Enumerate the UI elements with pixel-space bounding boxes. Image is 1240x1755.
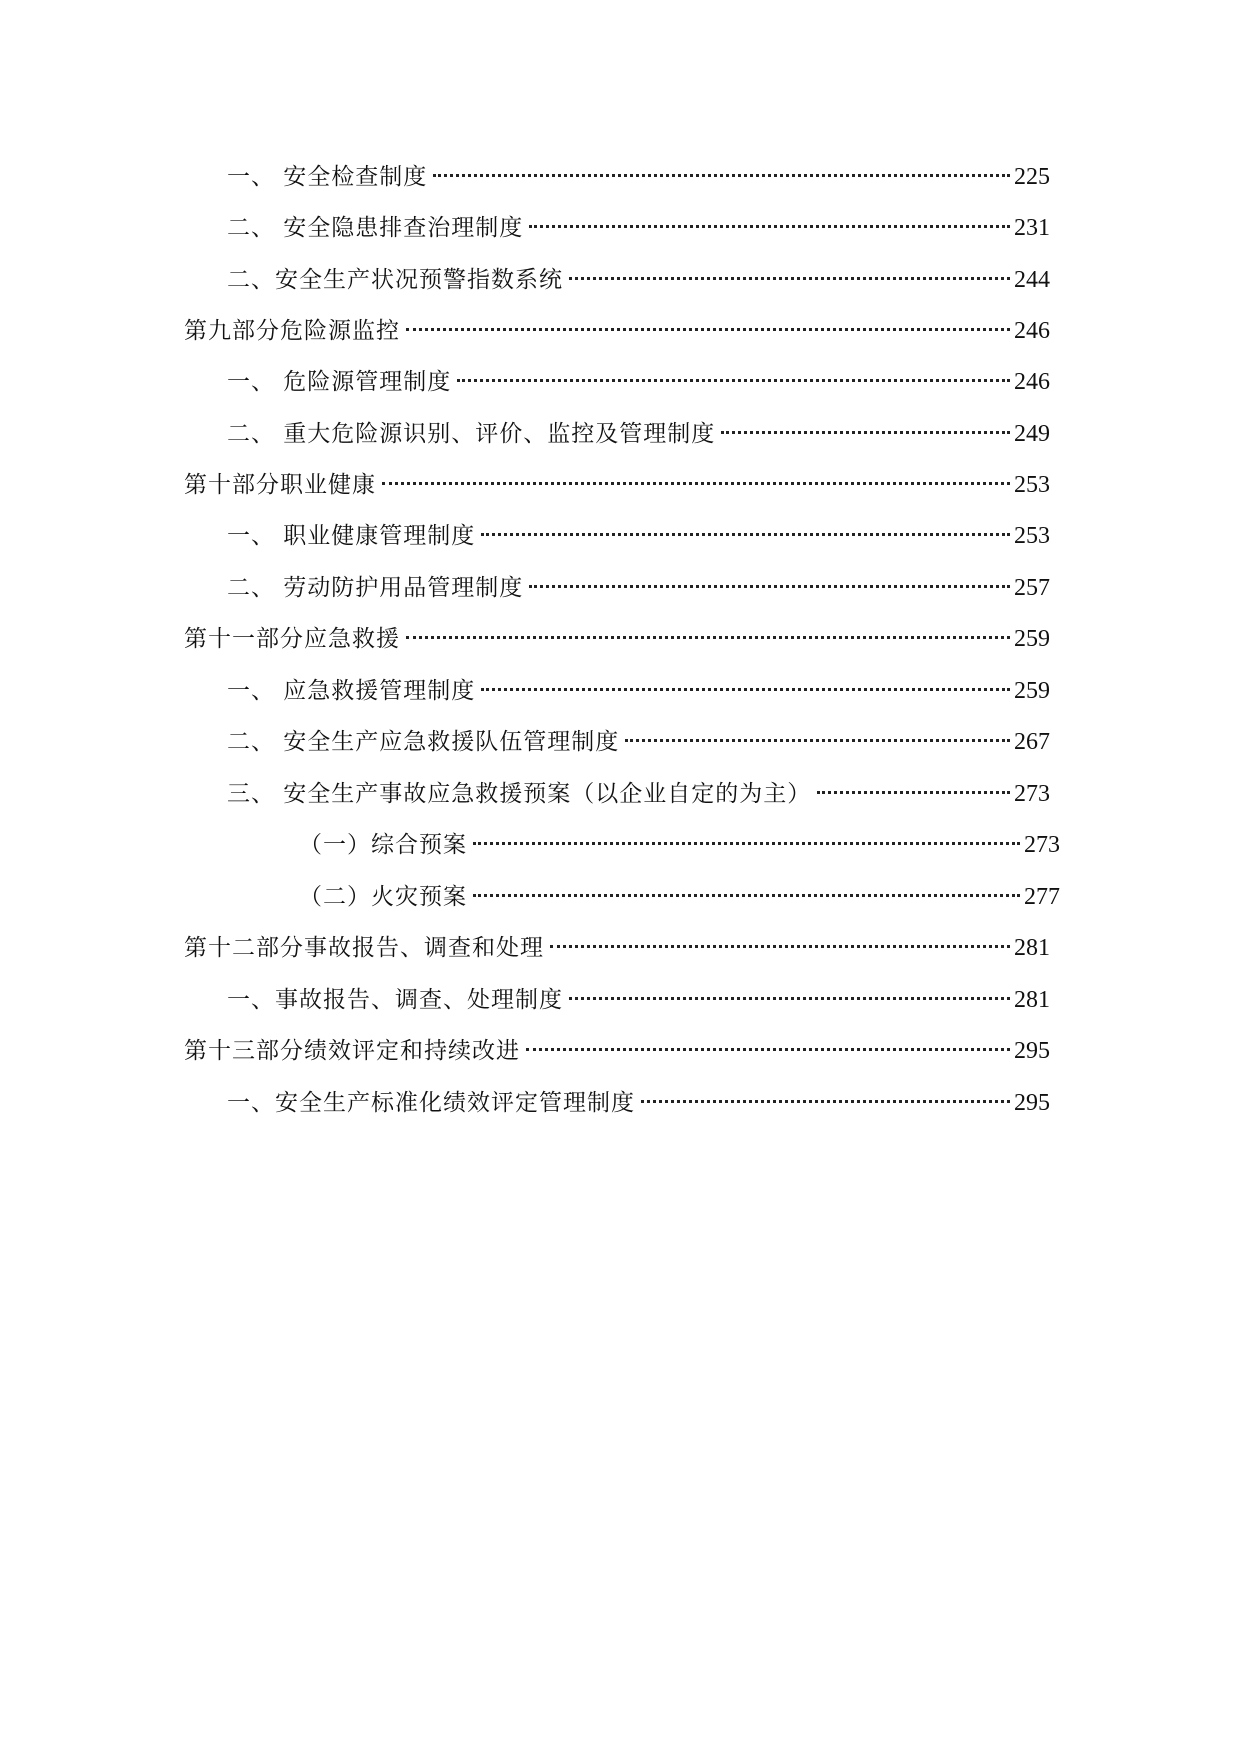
toc-entry-page: 244 <box>1014 267 1050 293</box>
toc-entry[interactable] <box>227 152 1050 190</box>
dot-leader <box>457 357 1010 389</box>
dot-leader <box>529 203 1010 235</box>
dot-leader <box>526 1026 1010 1058</box>
toc-entry-page: 267 <box>1014 729 1050 755</box>
dot-leader <box>406 306 1010 338</box>
toc-entry-title: 一、 危险源管理制度 <box>227 369 452 395</box>
toc-entry-title: 二、安全生产状况预警指数系统 <box>227 267 563 293</box>
toc-entry[interactable] <box>184 614 1050 652</box>
toc-entry-page: 246 <box>1014 318 1050 344</box>
toc-entry-title: 一、 应急救援管理制度 <box>227 678 476 704</box>
dot-leader <box>382 460 1010 492</box>
toc-entry[interactable] <box>227 255 1050 293</box>
toc-entry-title: 一、事故报告、调查、处理制度 <box>227 987 563 1013</box>
toc-entry[interactable] <box>184 306 1050 344</box>
toc-entry-title: 第十部分职业健康 <box>184 472 376 498</box>
toc-entry[interactable] <box>227 203 1050 241</box>
toc-entry-page: 295 <box>1014 1090 1050 1116</box>
toc-entry-title: 二、 重大危险源识别、评价、监控及管理制度 <box>227 421 716 447</box>
toc-entry-title: 一、安全生产标准化绩效评定管理制度 <box>227 1090 635 1116</box>
toc-entry[interactable] <box>227 357 1050 395</box>
toc-entry-title: 第九部分危险源监控 <box>184 318 400 344</box>
dot-leader <box>433 152 1010 184</box>
toc-entry[interactable] <box>227 717 1050 755</box>
toc-entry[interactable] <box>227 769 1050 807</box>
toc-entry[interactable] <box>227 1078 1050 1116</box>
toc-entry-page: 295 <box>1014 1038 1050 1064</box>
dot-leader <box>550 923 1010 955</box>
toc-entry[interactable] <box>227 563 1050 601</box>
toc-entry[interactable] <box>227 666 1050 704</box>
toc-entry-title: 一、 职业健康管理制度 <box>227 523 476 549</box>
toc-entry[interactable] <box>184 923 1050 961</box>
toc-entry-page: 225 <box>1014 164 1050 190</box>
toc-entry-page: 259 <box>1014 626 1050 652</box>
toc-entry-page: 231 <box>1014 215 1050 241</box>
toc-entry-page: 259 <box>1014 678 1050 704</box>
toc-entry-title: 第十三部分绩效评定和持续改进 <box>184 1038 520 1064</box>
dot-leader <box>817 769 1010 801</box>
toc-entry-page: 253 <box>1014 523 1050 549</box>
dot-leader <box>481 666 1010 698</box>
toc-entry-title: 一、 安全检查制度 <box>227 164 428 190</box>
dot-leader <box>473 820 1020 852</box>
toc-entry-title: 第十二部分事故报告、调查和处理 <box>184 935 544 961</box>
toc-entry-title: （二）火灾预案 <box>299 884 467 910</box>
toc-entry-title: 三、 安全生产事故应急救援预案（以企业自定的为主） <box>227 781 812 807</box>
toc-entry-title: （一）综合预案 <box>299 832 467 858</box>
toc-entry-page: 257 <box>1014 575 1050 601</box>
toc-entry[interactable] <box>227 409 1050 447</box>
toc-entry-title: 二、 劳动防护用品管理制度 <box>227 575 524 601</box>
toc-entry-page: 253 <box>1014 472 1050 498</box>
toc-entry-title: 二、 安全生产应急救援队伍管理制度 <box>227 729 620 755</box>
toc-entry-page: 277 <box>1024 884 1060 910</box>
dot-leader <box>569 975 1010 1007</box>
toc-entry-title: 第十一部分应急救援 <box>184 626 400 652</box>
toc-entry[interactable] <box>184 460 1050 498</box>
toc-entry-page: 273 <box>1014 781 1050 807</box>
toc-entry-page: 246 <box>1014 369 1050 395</box>
dot-leader <box>481 511 1010 543</box>
dot-leader <box>569 255 1010 287</box>
toc-entry[interactable] <box>184 1026 1050 1064</box>
toc-entry[interactable] <box>227 975 1050 1013</box>
toc-entry-page: 281 <box>1014 987 1050 1013</box>
dot-leader <box>641 1078 1010 1110</box>
toc-entry[interactable] <box>299 872 1060 910</box>
dot-leader <box>406 614 1010 646</box>
toc-entry-title: 二、 安全隐患排查治理制度 <box>227 215 524 241</box>
toc-entry[interactable] <box>299 820 1060 858</box>
toc-entry[interactable] <box>227 511 1050 549</box>
dot-leader <box>625 717 1010 749</box>
toc-entry-page: 249 <box>1014 421 1050 447</box>
dot-leader <box>473 872 1020 904</box>
dot-leader <box>721 409 1010 441</box>
toc-entry-page: 273 <box>1024 832 1060 858</box>
toc-entry-page: 281 <box>1014 935 1050 961</box>
dot-leader <box>529 563 1010 595</box>
